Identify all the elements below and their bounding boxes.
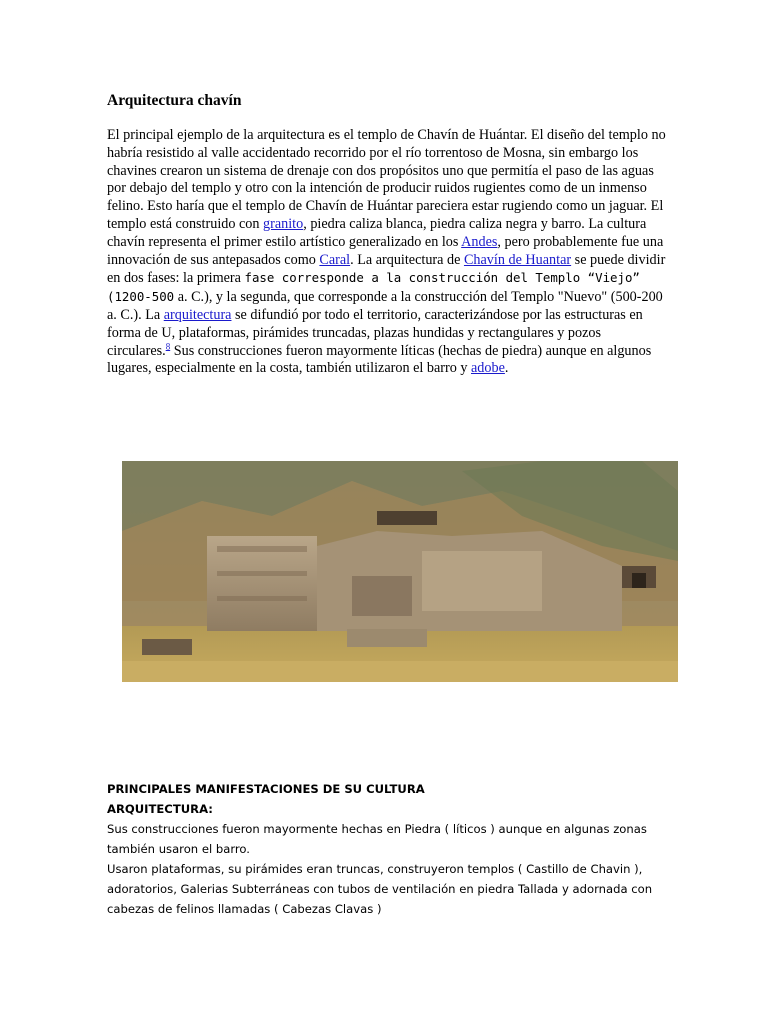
intro-text: . [504, 360, 509, 377]
page-title: Arquitectura chavín [107, 92, 242, 109]
link-chavin-de-huantar[interactable]: Chavín de Huantar [463, 251, 572, 268]
link-granito[interactable]: granito [263, 215, 304, 232]
intro-paragraph [107, 127, 667, 378]
intro-text: Sus construcciones fueron mayormente líticas (hechas de piedra) aunque en algunos lugares, especialmente en la costa, también utilizaron el barro y [107, 342, 652, 377]
temple-illustration [122, 461, 678, 682]
footnote-link[interactable]: 8 [165, 340, 171, 351]
intro-text: . La arquitectura de [350, 251, 464, 268]
intro-text: , pero probablemente fue una innovación de sus antepasados como [107, 233, 664, 268]
intro-text: , piedra caliza blanca, piedra caliza negra y barro. La cultura chavín representa el primer estilo artístico generalizado en los [107, 215, 647, 250]
manifestations-section [107, 779, 667, 919]
intro-text: se puede dividir en dos fases: la primera [107, 251, 666, 287]
manifestations-paragraph: Sus construcciones fueron mayormente hechas en Piedra ( líticos ) aunque en algunas zonas también usaron el barro. [107, 822, 647, 856]
temple-photo [122, 461, 678, 682]
intro-text: se difundió por todo el territorio, caracterizándose por las estructuras en forma de U, plataformas, pirámides truncadas, plazas hundidas y rectangulares y pozos circulares. [107, 306, 643, 359]
link-arquitectura[interactable]: arquitectura [163, 306, 232, 323]
link-caral[interactable]: Caral [319, 251, 351, 268]
link-andes[interactable]: Andes [461, 233, 498, 250]
intro-text: El principal ejemplo de la arquitectura es el templo de Chavín de Huántar. El diseño del templo no habría resistido al valle accidentado recorrido por el río torrentoso de Mosna, sin embargo los chavines crearon un sistema de drenaje con dos propósitos uno que permitía el paso de las aguas por debajo del templo y otro con la intención de producir ruidos rugientes como de un inmenso felino. Esto haría que el templo de Chavín de Huántar pareciera estar rugiendo como un jaguar. El templo está construido con [107, 127, 666, 232]
intro-text-mono: fase corresponde a la construcción del Templo “Viejo” (1200-500 [107, 270, 640, 305]
link-adobe[interactable]: adobe [471, 360, 505, 377]
section-subheading: ARQUITECTURA: [107, 802, 213, 816]
section-heading: PRINCIPALES MANIFESTACIONES DE SU CULTURA [107, 782, 425, 796]
manifestations-paragraph: Usaron plataformas, su pirámides eran truncas, construyeron templos ( Castillo de Chavin ), adoratorios, Galerias Subterráneas con tubos de ventilación en piedra Tallada y adornada con cabezas de felinos llamadas ( Cabezas Clavas ) [107, 862, 653, 916]
intro-text: a. C.), y la segunda, que corresponde a la construcción del Templo "Nuevo" (500-200 a. C.). La [107, 289, 663, 323]
